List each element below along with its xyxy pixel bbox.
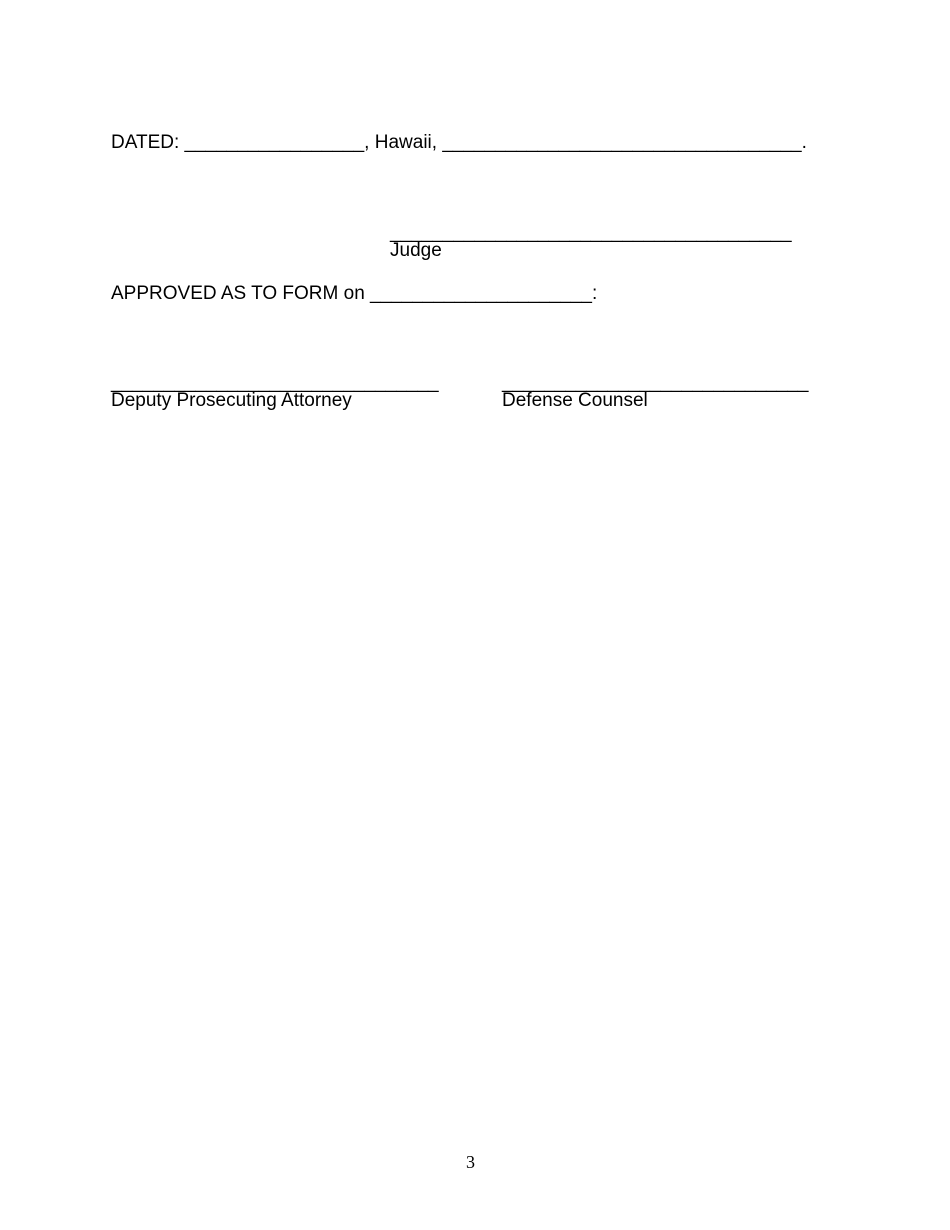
judge-label: Judge [390,240,442,261]
dated-line: DATED: _________________, Hawaii, __________________________________. [111,132,807,153]
judge-signature-line: ______________________________________ [390,222,792,243]
deputy-prosecuting-attorney-label: Deputy Prosecuting Attorney [111,390,352,411]
defense-counsel-signature-line: _____________________________ [502,372,809,393]
deputy-prosecuting-attorney-signature-line: _______________________________ [111,372,439,393]
defense-counsel-label: Defense Counsel [502,390,648,411]
page-number: 3 [466,1152,475,1172]
approved-as-to-form-line: APPROVED AS TO FORM on _____________________: [111,283,598,304]
